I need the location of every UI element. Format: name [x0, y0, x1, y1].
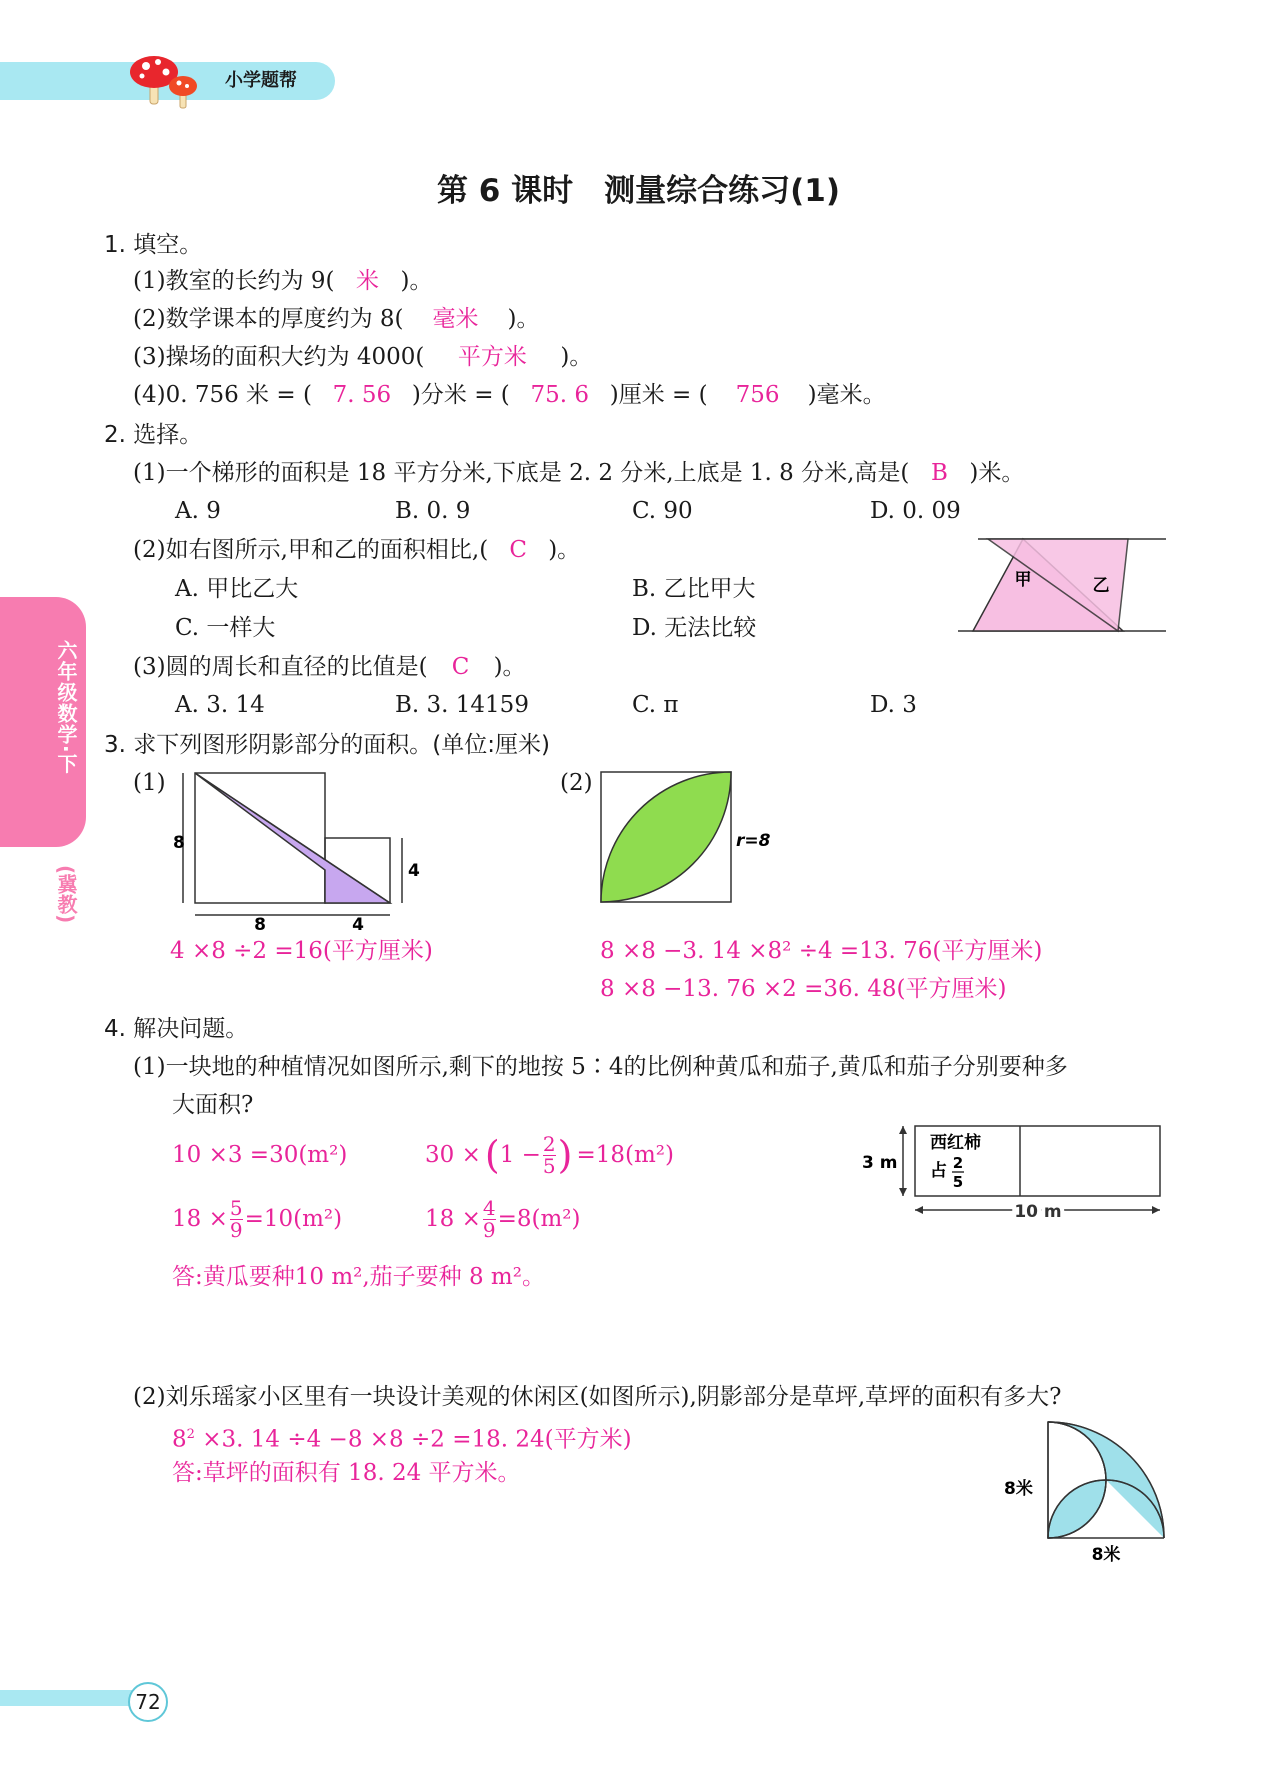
q4-p1-line-2: 大面积? — [172, 1092, 254, 1118]
q2-s2 — [133, 535, 580, 565]
dim-bottom-label-1: 8 — [254, 915, 266, 935]
field-width-label: 10 m — [1014, 1202, 1062, 1222]
q4-p2-lawn-figure — [1000, 1418, 1180, 1568]
q2-s1-option-a: A. 9 — [175, 498, 221, 524]
q1-item-1-post: )。 — [400, 268, 433, 294]
q4-p1-calc-1: 10 ×3 =30(m²) — [172, 1142, 348, 1168]
q2-s2-option-d: D. 无法比较 — [632, 615, 757, 641]
q1-item-2-answer: 毫米 — [432, 306, 479, 332]
q3-p2-answer-1: 8 ×8 −3. 14 ×8² ÷4 =13. 76(平方厘米) — [600, 938, 1043, 964]
q2-s1-text: (1)一个梯形的面积是 18 平方分米,下底是 2. 2 分米,上底是 1. 8 分米,高是( — [133, 460, 910, 486]
calc-4-numerator: 4 — [482, 1195, 496, 1220]
dim-right-label: 4 — [408, 861, 420, 881]
field-height-label: 3 m — [862, 1153, 898, 1173]
calc-2-paren-open: ( — [484, 1133, 500, 1177]
q3-heading: 3. 求下列图形阴影部分的面积。(单位:厘米) — [104, 732, 550, 758]
q2-heading: 2. 选择。 — [104, 422, 203, 448]
q1-item-4-answer-3: 756 — [735, 382, 780, 408]
dim-bottom-label-2: 4 — [352, 915, 364, 935]
q2-s3-answer: C — [451, 654, 470, 680]
q4-p1-line-1: (1)一块地的种植情况如图所示,剩下的地按 5∶4的比例种黄瓜和茄子,黄瓜和茄子分别要种多 — [133, 1054, 1068, 1080]
q1-item-1 — [133, 266, 432, 296]
calc-2-paren-close: ) — [557, 1133, 573, 1177]
q2-s3-option-a: A. 3. 14 — [175, 692, 265, 718]
calc-4-result: =8(m²) — [497, 1206, 581, 1232]
q3-p1-figure — [165, 768, 420, 935]
calc-4-fraction — [482, 1195, 496, 1242]
calc-3-fraction — [229, 1195, 243, 1242]
side-tab-grade: 六年级数学·下 — [54, 640, 78, 775]
dim-left-label: 8 — [173, 833, 185, 853]
mushroom-logo-icon — [128, 42, 218, 114]
q4-p1-calc-3 — [172, 1194, 342, 1244]
page-number-text: 72 — [135, 1690, 161, 1714]
q1-item-1-answer: 米 — [356, 268, 379, 294]
q1-item-4-answer-1: 7. 56 — [332, 382, 392, 408]
q1-item-4 — [133, 380, 886, 410]
q2-s2-post: )。 — [548, 537, 581, 563]
q2-s2-text: (2)如右图所示,甲和乙的面积相比,( — [133, 537, 489, 563]
q2-s1 — [133, 458, 1024, 488]
q2-s3-post: )。 — [493, 654, 526, 680]
fraction-numerator: 2 — [952, 1154, 964, 1172]
q4-p1-calc-2 — [425, 1130, 674, 1180]
q1-item-4-mid-1: )分米 = ( — [411, 382, 510, 408]
calc-4-denominator: 9 — [482, 1217, 496, 1242]
calc-3-prefix: 18 × — [172, 1206, 228, 1232]
q4-p2-calc: $8^2 \times 3$. 14 ÷4 −8 ×8 ÷2 =18. 24(平方米) — [172, 1426, 632, 1453]
q1-item-3-post: )。 — [560, 344, 593, 370]
q4-heading: 4. 解决问题。 — [104, 1016, 249, 1042]
q2-s3-option-d: D. 3 — [870, 692, 917, 718]
q3-p1-answer: 4 ×8 ÷2 =16(平方厘米) — [170, 938, 433, 964]
q4-p1-field-figure — [860, 1120, 1170, 1230]
q2-s2-option-c: C. 一样大 — [175, 615, 276, 641]
q1-heading: 1. 填空。 — [104, 232, 203, 258]
q2-s3 — [133, 652, 526, 682]
q4-p2-line: (2)刘乐瑶家小区里有一块设计美观的休闲区(如图所示),阴影部分是草坪,草坪的面积有多大? — [133, 1384, 1062, 1410]
q3-p2-figure — [598, 768, 798, 908]
q3-p1-label: (1) — [133, 770, 166, 796]
fraction-denominator: 5 — [952, 1173, 964, 1191]
q1-item-3 — [133, 342, 592, 372]
q1-item-2 — [133, 304, 539, 334]
side-tab-edition: (冀教) — [54, 865, 78, 924]
q2-s3-option-c: C. π — [632, 692, 679, 718]
label-yi: 乙 — [1092, 576, 1110, 596]
q2-s1-answer: B — [930, 460, 948, 486]
q2-s3-option-b: B. 3. 14159 — [395, 692, 529, 718]
q1-item-2-text: (2)数学课本的厚度约为 8( — [133, 306, 404, 332]
page-title: 第 6 课时 测量综合练习(1) — [436, 173, 841, 209]
q2-s3-text: (3)圆的周长和直径的比值是( — [133, 654, 428, 680]
q2-s2-answer: C — [509, 537, 527, 563]
q2-s1-option-d: D. 0. 09 — [870, 498, 961, 524]
calc-2-denominator: 5 — [542, 1153, 556, 1178]
calc-2-numerator: 2 — [542, 1131, 556, 1156]
calc-3-result: =10(m²) — [244, 1206, 343, 1232]
q1-item-3-text: (3)操场的面积大约为 4000( — [133, 344, 425, 370]
q4-p1-calc-4 — [425, 1194, 580, 1244]
calc-2-one-minus-text: 1 − — [499, 1142, 541, 1168]
q4-p2-answer: 答:草坪的面积有 18. 24 平方米。 — [172, 1460, 521, 1486]
tomato-label: 西红柿 — [930, 1133, 981, 1153]
page-number — [128, 1682, 168, 1722]
lawn-bottom-label: 8米 — [1091, 1545, 1121, 1565]
lawn-side-label: 8米 — [1004, 1479, 1033, 1499]
q1-item-2-post: )。 — [507, 306, 540, 332]
calc-2-fraction — [542, 1131, 556, 1178]
q4-p1-answer: 答:黄瓜要种10 m²,茄子要种 8 m²。 — [172, 1264, 545, 1290]
q1-item-4-answer-2: 75. 6 — [530, 382, 590, 408]
q1-item-4-post: )毫米。 — [807, 382, 886, 408]
calc-2-prefix: 30 × — [425, 1142, 481, 1168]
q2-s1-option-c: C. 90 — [632, 498, 693, 524]
q1-item-1-text: (1)教室的长约为 9( — [133, 268, 335, 294]
radius-label: r=8 — [736, 831, 771, 851]
q2-triangles-figure — [958, 535, 1168, 635]
q1-item-4-mid-2: )厘米 = ( — [609, 382, 708, 408]
footer-bar — [0, 1690, 140, 1706]
calc-3-denominator: 9 — [229, 1217, 243, 1242]
q3-p2-label: (2) — [560, 770, 593, 796]
calc-4-prefix: 18 × — [425, 1206, 481, 1232]
q1-item-4-text: (4)0. 756 米 = ( — [133, 382, 312, 408]
q2-s1-post: )米。 — [969, 460, 1025, 486]
label-jia: 甲 — [1014, 570, 1032, 590]
q1-item-3-answer: 平方米 — [457, 344, 527, 370]
calc-2-result: =18(m²) — [576, 1142, 674, 1168]
leaf-shape — [601, 772, 731, 902]
header-brand: 小学题帮 — [225, 70, 297, 91]
occupy-label: 占 — [930, 1161, 947, 1181]
calc-3-numerator: 5 — [229, 1195, 243, 1220]
q2-s2-option-a: A. 甲比乙大 — [175, 576, 299, 602]
q3-p2-answer-2: 8 ×8 −13. 76 ×2 =36. 48(平方厘米) — [600, 976, 1007, 1002]
big-square — [195, 773, 325, 903]
q2-s2-option-b: B. 乙比甲大 — [632, 576, 756, 602]
q2-s1-option-b: B. 0. 9 — [395, 498, 471, 524]
